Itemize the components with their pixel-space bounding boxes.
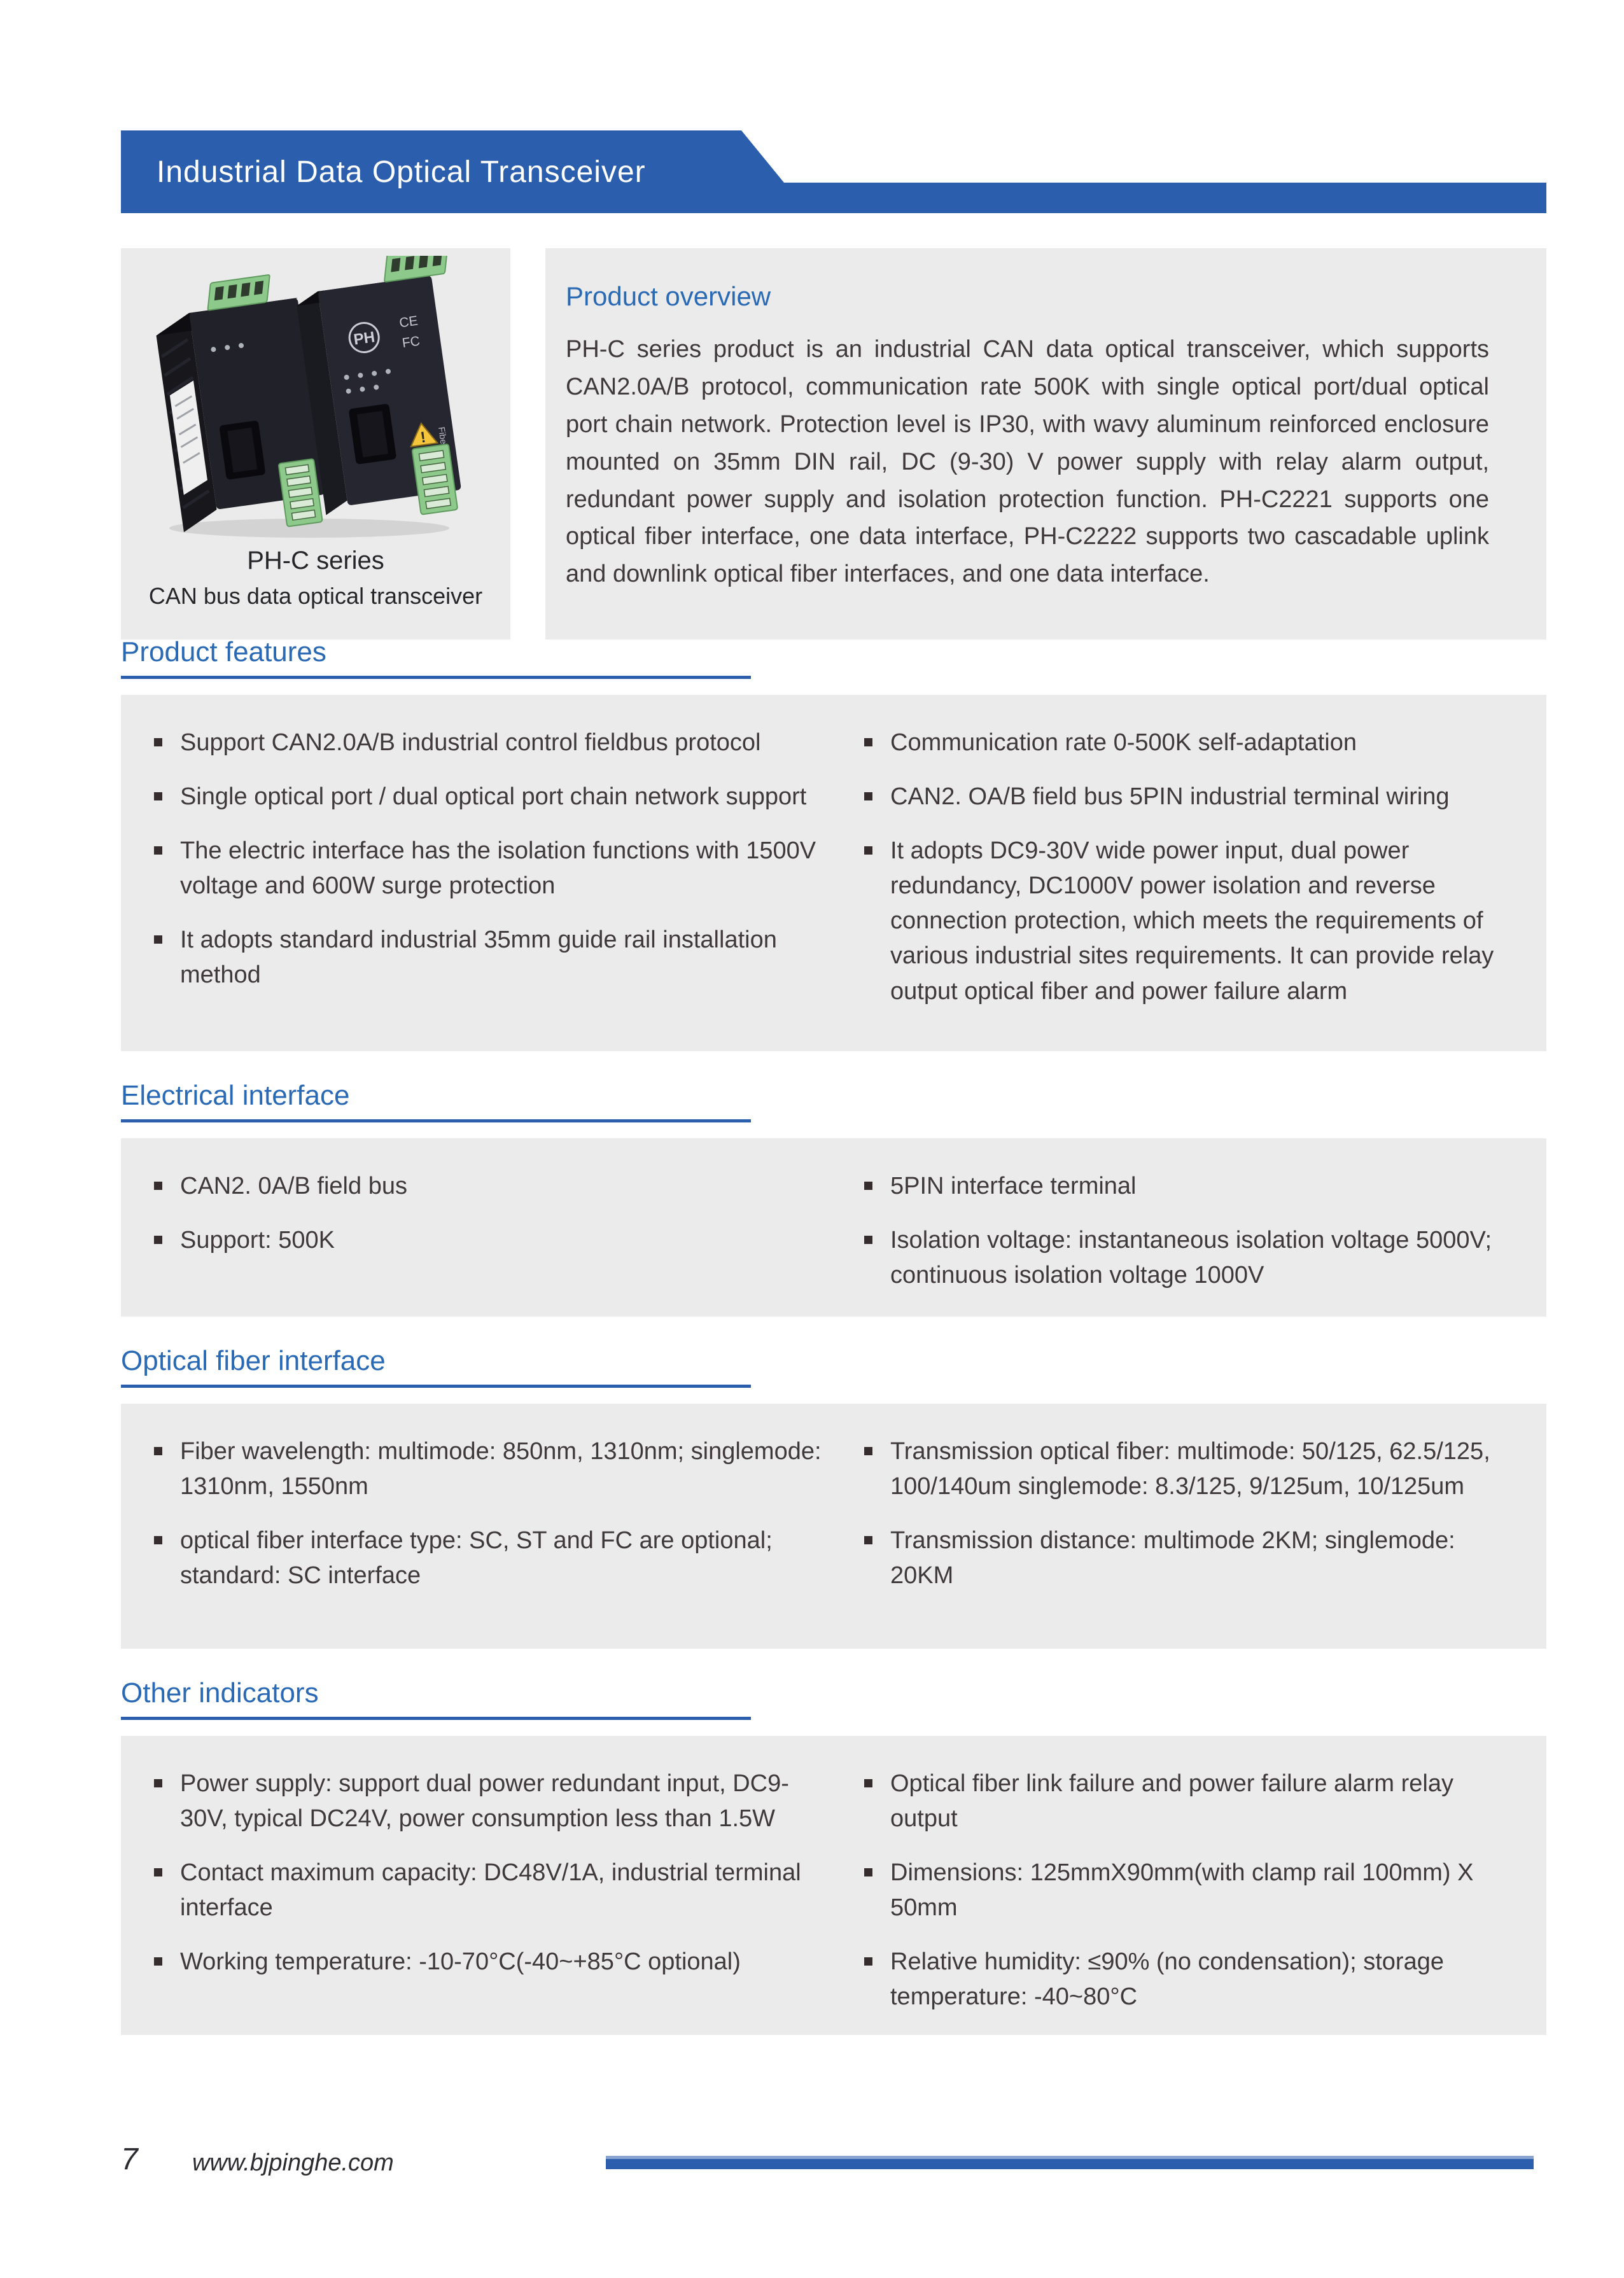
product-caption-description: CAN bus data optical transceiver: [148, 583, 483, 609]
list-item-text: Dimensions: 125mmX90mm(with clamp rail 100mm) X 50mm: [890, 1859, 1474, 1922]
overview-title: Product overview: [566, 281, 771, 311]
list-item-text: optical fiber interface type: SC, ST and FC are optional; standard: SC interface: [180, 1527, 773, 1590]
bullet-square-icon: [154, 792, 162, 800]
bullet-square-icon: [864, 1536, 872, 1544]
header-banner: [121, 130, 1546, 213]
other-column-left: [154, 1766, 829, 1999]
bullet-square-icon: [864, 1868, 872, 1876]
product-photo: [137, 256, 494, 545]
list-item: [864, 1223, 1507, 1293]
list-item-text: It adopts DC9-30V wide power input, dual power redundancy, DC1000V power isolation and reverse connection protection, which meets the requirements of various industrial sites requirements. It can provide relay output optical fiber and power failure alarm: [890, 837, 1494, 1005]
list-item: [864, 779, 1507, 814]
section-title-electrical-interface: Electrical interface: [121, 1080, 350, 1111]
list-item: [154, 1945, 829, 1980]
list-item: [154, 834, 829, 904]
list-item-text: Working temperature: -10-70°C(-40~+85°C optional): [180, 1948, 741, 1976]
bullet-square-icon: [864, 1182, 872, 1190]
section-title-other-indicators: Other indicators: [121, 1677, 319, 1708]
other-column-right: [864, 1766, 1507, 2034]
electrical-column-right: [864, 1169, 1507, 1312]
list-item-text: Single optical port / dual optical port chain network support: [180, 783, 807, 811]
list-item: [864, 1523, 1507, 1593]
bullet-square-icon: [154, 1236, 162, 1244]
bullet-square-icon: [154, 1779, 162, 1787]
section-title-optical-fiber-interface: Optical fiber interface: [121, 1345, 386, 1376]
section-title-product-features: Product features: [121, 636, 326, 667]
list-item-text: Fiber wavelength: multimode: 850nm, 1310nm; singlemode: 1310nm, 1550nm: [180, 1438, 822, 1500]
bullet-square-icon: [864, 846, 872, 855]
optical-column-right: [864, 1434, 1507, 1612]
optical-column-left: [154, 1434, 829, 1612]
list-item-text: Relative humidity: ≤90% (no condensation); storage temperature: -40~80°C: [890, 1948, 1444, 2011]
electrical-column-left: [154, 1169, 829, 1277]
list-item-text: It adopts standard industrial 35mm guide rail installation method: [180, 926, 777, 989]
list-item: [864, 725, 1507, 760]
list-item: [154, 1523, 829, 1593]
bullet-square-icon: [864, 738, 872, 746]
svg-text:!: !: [419, 428, 427, 447]
list-item-text: The electric interface has the isolation functions with 1500V voltage and 600W surge protection: [180, 837, 816, 900]
list-item-text: CAN2. 0A/B field bus: [180, 1173, 407, 1199]
footer-divider-bar: [606, 2156, 1534, 2169]
section-panel-other-indicators: [121, 1736, 1546, 2035]
bullet-square-icon: [154, 846, 162, 855]
list-item-text: Support: 500K: [180, 1227, 335, 1254]
list-item-text: Optical fiber link failure and power failure alarm relay output: [890, 1770, 1453, 1833]
list-item: [154, 923, 829, 993]
bullet-square-icon: [154, 1957, 162, 1966]
list-item-text: Communication rate 0-500K self-adaptation: [890, 729, 1357, 756]
bullet-square-icon: [864, 1236, 872, 1244]
list-item: [154, 1434, 829, 1504]
bullet-square-icon: [864, 1957, 872, 1966]
bullet-square-icon: [154, 1447, 162, 1455]
overview-panel: [545, 248, 1546, 639]
list-item: [864, 834, 1507, 1009]
list-item-text: Contact maximum capacity: DC48V/1A, industrial terminal interface: [180, 1859, 801, 1922]
list-item-text: Transmission distance: multimode 2KM; singlemode: 20KM: [890, 1527, 1455, 1590]
section-underline: [121, 1119, 751, 1122]
bullet-square-icon: [154, 935, 162, 944]
list-item-text: Support CAN2.0A/B industrial control fieldbus protocol: [180, 729, 761, 756]
bullet-square-icon: [864, 1779, 872, 1787]
section-underline: [121, 1385, 751, 1388]
list-item-text: Isolation voltage: instantaneous isolation voltage 5000V; continuous isolation voltage 1000V: [890, 1227, 1492, 1289]
list-item: [154, 1766, 829, 1836]
list-item: [864, 1766, 1507, 1836]
list-item: [154, 1223, 829, 1258]
device-ce-mark: CE: [398, 313, 419, 331]
list-item: [154, 1169, 829, 1204]
list-item: [864, 1945, 1507, 2015]
feature-column-right: [864, 725, 1507, 1028]
section-underline: [121, 1717, 751, 1720]
overview-text: PH-C series product is an industrial CAN data optical transceiver, which supports CAN2.0A/B protocol, communication rate 500K with single optical port/dual optical port chain network. Protection level is IP30, with wavy aluminum reinforced enclosure mounted on 35mm DIN rail, DC (9-30) V power supply with relay alarm output, redundant power supply and isolation protection function. PH-C2221 supports one optical fiber interface, one data interface, PH-C2222 supports two cascadable uplink and downlink optical fiber interfaces, and one data interface.: [566, 336, 1489, 588]
bullet-square-icon: [154, 1868, 162, 1876]
product-caption-series: PH-C series: [247, 547, 384, 575]
footer-website: www.bjpinghe.com: [192, 2149, 394, 2176]
footer-page-number: 7: [121, 2142, 138, 2176]
section-panel-product-features: [121, 695, 1546, 1051]
section-panel-electrical-interface: [121, 1138, 1546, 1317]
list-item-text: CAN2. OA/B field bus 5PIN industrial terminal wiring: [890, 783, 1450, 811]
list-item: [154, 725, 829, 760]
list-item-text: 5PIN interface terminal: [890, 1173, 1137, 1199]
device-fc-mark: FC: [401, 333, 421, 351]
bullet-square-icon: [154, 738, 162, 746]
bullet-square-icon: [864, 1447, 872, 1455]
list-item-text: Transmission optical fiber: multimode: 50/125, 62.5/125, 100/140um singlemode: 8.3/125, 9/125um, 10/125um: [890, 1438, 1490, 1500]
device-brand-logo: PH: [353, 328, 376, 349]
page-title: Industrial Data Optical Transceiver: [157, 155, 646, 189]
list-item: [864, 1855, 1507, 1925]
list-item: [154, 779, 829, 814]
list-item: [864, 1169, 1507, 1204]
list-item-text: Power supply: support dual power redundant input, DC9-30V, typical DC24V, power consumption less than 1.5W: [180, 1770, 789, 1833]
bullet-square-icon: [864, 792, 872, 800]
list-item: [154, 1855, 829, 1925]
bullet-square-icon: [154, 1536, 162, 1544]
product-image-panel: [121, 248, 510, 639]
list-item: [864, 1434, 1507, 1504]
section-panel-optical-fiber-interface: [121, 1404, 1546, 1649]
section-underline: [121, 676, 751, 679]
feature-column-left: [154, 725, 829, 1012]
bullet-square-icon: [154, 1182, 162, 1190]
